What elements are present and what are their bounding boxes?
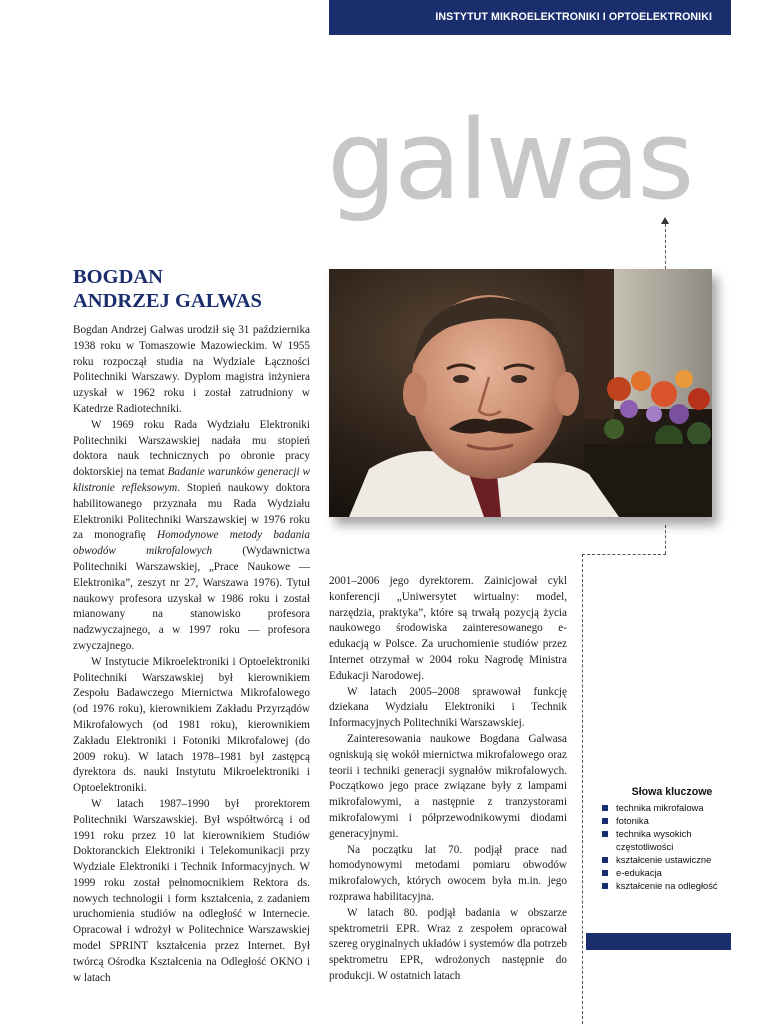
title-line-1: BOGDAN [73, 266, 163, 288]
paragraph: Na początku lat 70. podjął prace nad homodynowymi metodami pomiaru obwodów mikrofalowych, których owocem była m.in. jego rozprawa habilitacyjna. [329, 843, 567, 903]
keyword-item: kształcenie ustawiczne [597, 854, 747, 867]
article-title [73, 265, 323, 313]
title-line-2: ANDRZEJ GALWAS [73, 290, 262, 312]
arrow-up-icon [661, 217, 669, 224]
paragraph: W 1969 roku Rada Wydziału Elektroniki Politechniki Warszawskiej nadała mu stopień doktora nauk technicznych po obronie pracy doktorskiej na temat Badanie warunków generacji w klistronie refleksowym. Stopień naukowy doktora habilitowanego przyznała mu Rada Wydziału Elektroniki Politechniki Warszawskiej w 1976 roku za monografię Homodynowe metody badania obwodów mikrofalowych (Wydawnictwa Politechniki Warszawskiej, „Prace Naukowe — Elektronika”, zeszyt nr 27, Warszawa 1976). Tytuł naukowy profesora uzyskał w 1986 roku i został mianowany na stanowisko profesora nadzwyczajnego, a w 1997 roku — profesora zwyczajnego. [73, 418, 311, 652]
paragraph: 2001–2006 jego dyrektorem. Zainicjował cykl konferencji „Uniwersytet wirtualny: model, narzędzia, praktyka”, które są trwałą pozycją życia naukowego środowiska zainteresowanego e-edukacją w Polsce. Za uruchomienie studiów przez Internet otrzymał w 2004 roku Nagrodę Ministra Edukacji Narodowej. [329, 575, 567, 682]
keyword-item: technika mikrofalowa [597, 802, 747, 815]
paragraph: Bogdan Andrzej Galwas urodził się 31 października 1938 roku w Tomaszowie Mazowieckim. W 1955 roku rozpoczął studia na Wydziale Łączności Politechniki Warszawy. Dyplom magistra inżyniera uzyskał w 1962 roku i został zatrudniony w Katedrze Radiotechniki. [73, 324, 310, 415]
paragraph: W latach 80. podjął badania w obszarze spektrometrii EPR. Wraz z zespołem opracował szereg oryginalnych układów i systemów dla potrzeb spektrometru EPR, wdrożonych następnie do produkcji. W ostatnich latach [329, 906, 567, 982]
keyword-item: e-edukacja [597, 867, 747, 880]
connector-line-horizontal [582, 554, 666, 555]
keywords-title: Słowa kluczowe [631, 786, 713, 798]
portrait-photo [329, 269, 712, 517]
surname-watermark: galwas [327, 96, 692, 224]
connector-line-mid [665, 525, 666, 554]
keyword-item: fotonika [597, 815, 747, 828]
keywords-box [597, 786, 747, 893]
paragraph: Zainteresowania naukowe Bogdana Galwasa ogniskują się wokół miernictwa mikrofalowego oraz teorii i techniki generacji sygnałów mikrofalowych. Początkowo jego prace związane były z lampami mikrofalowymi, a następnie z tranzystorami mikrofalowymi i półprzewodnikowymi diodami generacyjnymi. [329, 732, 567, 840]
text-column-left [73, 323, 310, 986]
connector-line-bottom [582, 554, 583, 1024]
text-column-right [329, 574, 567, 985]
keyword-item: kształcenie na odległość [597, 880, 747, 893]
keywords-list [597, 802, 747, 892]
paragraph: W latach 1987–1990 był prorektorem Politechniki Warszawskiej. Był współtwórcą i od 1991 roku przez 10 lat kierownikiem Studiów Doktoranckich Elektroniki i Telekomunikacji przy Wydziale Elektroniki i Technik Informacyjnych. W 1999 roku został pełnomocnikiem Rektora ds. nowych technologii i form kształcenia, z zadaniem uruchomienia studiów na odległość w Internecie. Opracował i wdrożył w Politechnice Warszawskiej model SPRINT kształcenia przez Internet. Był twórcą Ośrodka Kształcenia na Odległość OKNO i w latach [73, 797, 310, 984]
footer-accent-band [586, 933, 731, 950]
institute-name: INSTYTUT MIKROELEKTRONIKI I OPTOELEKTRONIKI [435, 11, 712, 23]
paragraph: W Instytucie Mikroelektroniki i Optoelektroniki Politechniki Warszawskiej był kierownikiem Zespołu Badawczego Miernictwa Mikrofalowego (od 1976 roku), kierownikiem Zakładu Przyrządów Mikrofalowych (od 1981 roku), kierownikiem Zakładu Elektroniki i Fotoniki Mikrofalowej (do 2009 roku). W latach 1978–1981 był zastępcą dyrektora ds. nauki Instytutu Mikroelektroniki i Optoelektroniki. [73, 655, 310, 795]
keyword-item: technika wysokich częstotliwości [597, 828, 747, 853]
institute-header-band [329, 0, 731, 35]
portrait-image [329, 269, 712, 517]
paragraph: W latach 2005–2008 sprawował funkcję dziekana Wydziału Elektroniki i Technik Informacyjnych Politechniki Warszawskiej. [329, 685, 567, 730]
connector-line-top [665, 224, 666, 269]
